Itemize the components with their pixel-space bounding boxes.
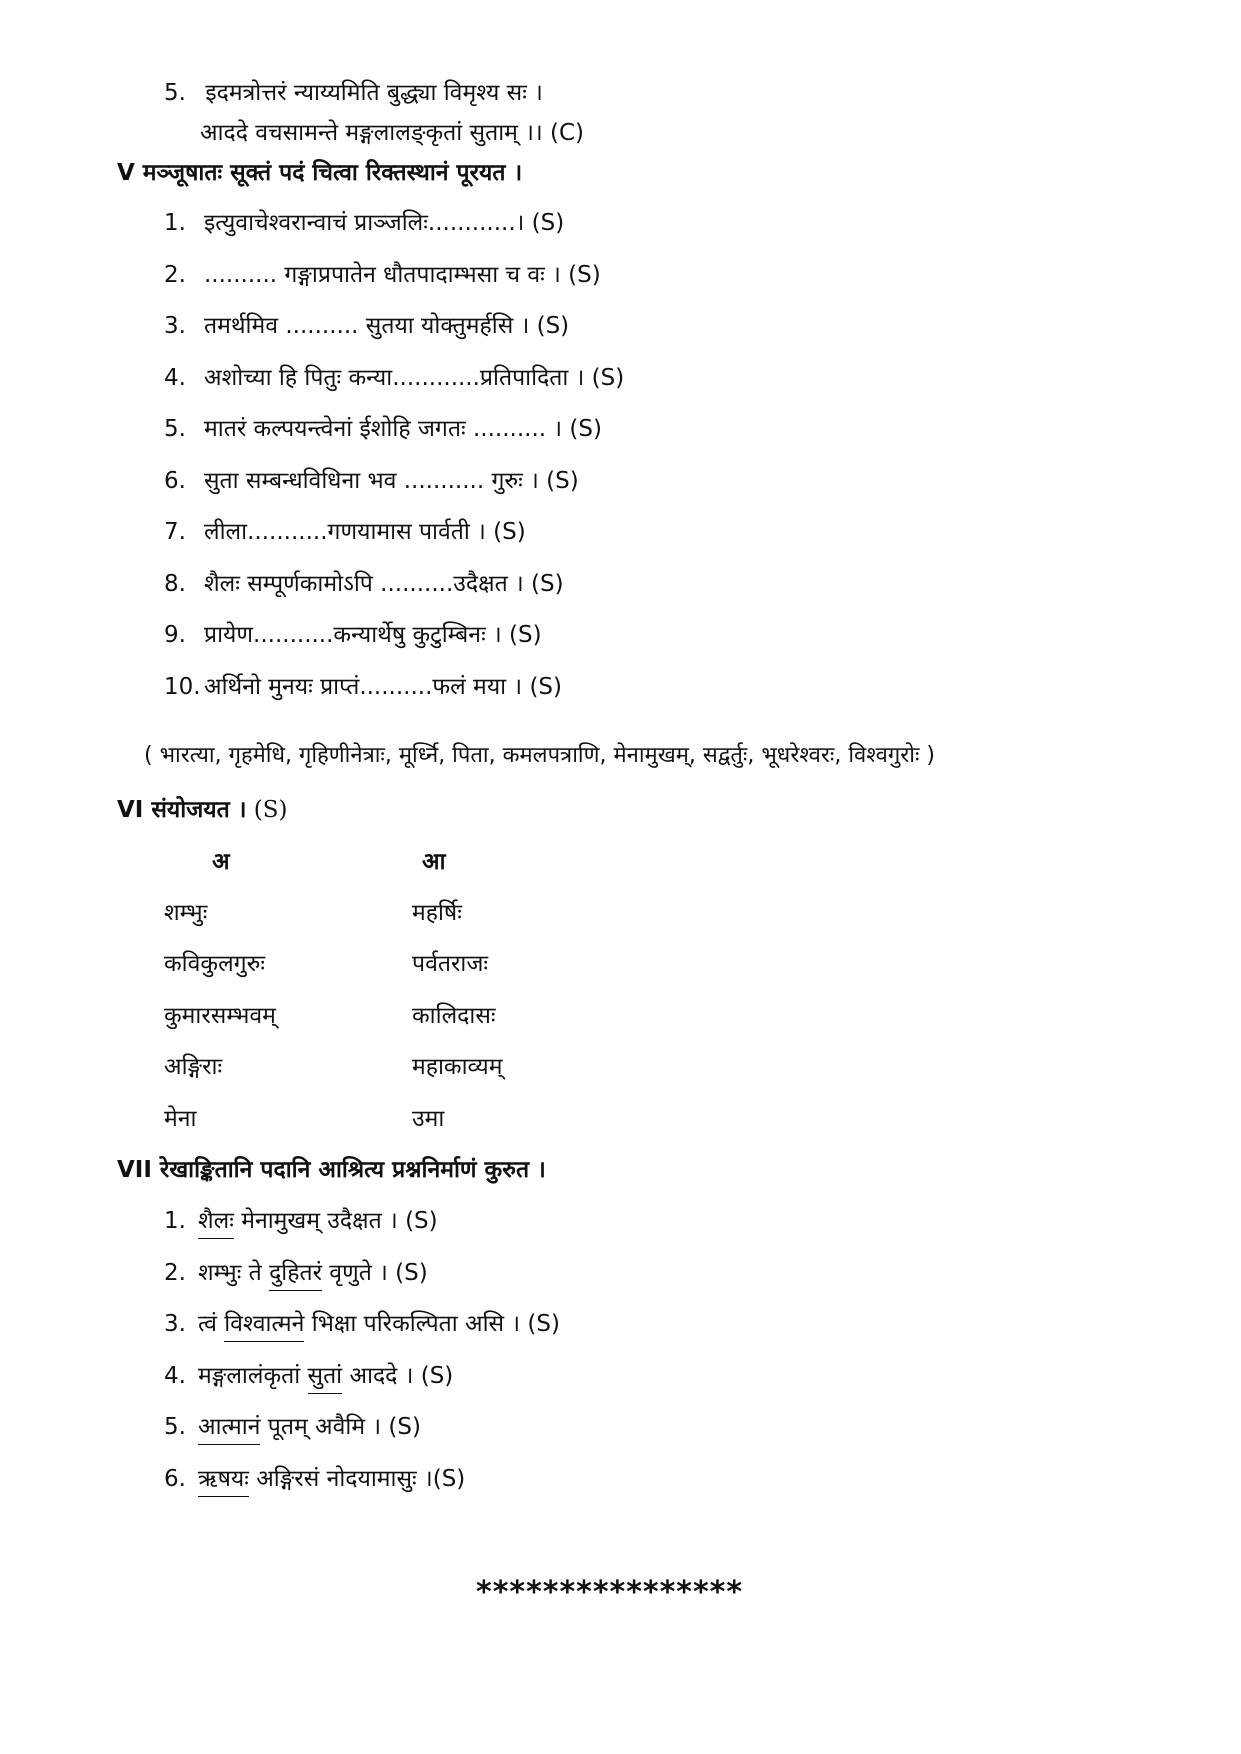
section-6-tag: (S) (253, 797, 288, 823)
match-b-1: महर्षिः (412, 900, 462, 926)
item-number: 2. (164, 262, 186, 288)
item-number: 6. (164, 468, 186, 494)
fill-item-9 (164, 620, 542, 650)
column-a-header: अ (212, 849, 230, 875)
fill-item-4 (164, 363, 624, 393)
item-text: तमर्थमिव .......... सुतया योक्तुमर्हसि । (S) (204, 313, 570, 339)
item-text-post: अङ्गिरसं नोदयामासुः ।(S) (248, 1466, 466, 1492)
item-text-post: भिक्षा परिकल्पिता असि । (S) (304, 1311, 560, 1337)
question-item-3 (164, 1309, 560, 1339)
match-a-3: कुमारसम्भवम् (164, 1003, 276, 1029)
underlined-word: सुतां (308, 1363, 343, 1394)
top-item-5 (164, 78, 543, 108)
section-5-heading: V मञ्जूषातः सूक्तं पदं चित्वा रिक्तस्थानं पूरयत । (117, 160, 523, 186)
item-text: लीला...........गणयामास पार्वती । (S) (204, 519, 526, 545)
item-text: प्रायेण...........कन्यार्थेषु कुटुम्बिनः । (S) (204, 622, 542, 648)
fill-item-6 (164, 466, 579, 496)
item-number: 4. (164, 1363, 186, 1389)
underlined-word: विश्वात्मने (224, 1311, 304, 1342)
item-number: 10. (164, 674, 201, 700)
item-number: 3. (164, 1311, 186, 1337)
item-text: इत्युवाचेश्वरान्वाचं प्राञ्जलिः............। (S) (204, 210, 565, 236)
item-text: .......... गङ्गाप्रपातेन धौतपादाम्भसा च वः । (S) (204, 262, 601, 288)
item-text-post: पूतम् अवैमि । (S) (260, 1414, 421, 1440)
top-item-5-cont (200, 118, 584, 148)
underlined-word: ऋषयः (198, 1466, 249, 1497)
item-number: 5. (164, 416, 186, 442)
match-a-4: अङ्गिराः (164, 1054, 223, 1080)
item-number: 5. (164, 80, 186, 106)
question-item-1 (164, 1206, 438, 1236)
item-number: 6. (164, 1466, 186, 1492)
item-text-post: मेनामुखम् उदैक्षत । (S) (233, 1208, 438, 1234)
fill-item-1 (164, 208, 564, 238)
item-text: मातरं कल्पयन्त्वेनां ईशोहि जगतः .......... । (S) (204, 416, 602, 442)
item-text: आददे वचसामन्ते मङ्गलालङ्कृतां सुताम् ।। (C) (200, 120, 584, 146)
match-a-5: मेना (164, 1106, 197, 1132)
match-a-2: कविकुलगुरुः (164, 951, 266, 977)
item-text-pre: त्वं (198, 1311, 225, 1337)
fill-item-7 (164, 517, 526, 547)
fill-item-10 (164, 672, 562, 702)
item-text-post: वृणुते । (S) (322, 1260, 428, 1286)
section-6-title: VI संयोजयत । (117, 797, 247, 823)
fill-item-2 (164, 260, 601, 290)
item-number: 7. (164, 519, 186, 545)
item-number: 1. (164, 1208, 186, 1234)
item-text: शैलः सम्पूर्णकामोऽपि ..........उदैक्षत । (S) (204, 571, 564, 597)
item-number: 2. (164, 1260, 186, 1286)
underlined-word: शैलः (198, 1208, 234, 1239)
item-number: 9. (164, 622, 186, 648)
question-item-5 (164, 1412, 421, 1442)
fill-item-5 (164, 414, 602, 444)
match-b-2: पर्वतराजः (412, 951, 489, 977)
match-a-1: शम्भुः (164, 900, 208, 926)
fill-item-3 (164, 311, 569, 341)
item-number: 3. (164, 313, 186, 339)
item-number: 1. (164, 210, 186, 236)
fill-item-8 (164, 569, 564, 599)
section-7-heading: VII रेखाङ्कितानि पदानि आश्रित्य प्रश्ननिर्माणं कुरुत । (117, 1157, 546, 1183)
item-text: सुता सम्बन्धविधिना भव ........... गुरुः । (S) (204, 468, 579, 494)
match-b-3: कालिदासः (412, 1003, 496, 1029)
item-text-post: आददे । (S) (342, 1363, 454, 1389)
match-b-5: उमा (412, 1106, 445, 1132)
item-number: 4. (164, 365, 186, 391)
item-number: 5. (164, 1414, 186, 1440)
section-6-heading (117, 795, 287, 825)
question-item-6 (164, 1464, 465, 1494)
item-text-pre: शम्भुः ते (198, 1260, 270, 1286)
item-text: अर्थिनो मुनयः प्राप्तं..........फलं मया । (S) (204, 674, 562, 700)
question-item-4 (164, 1361, 453, 1391)
word-box: ( भारत्या, गृहमेधि, गृहिणीनेत्राः, मूर्ध्नि, पिता, कमलपत्राणि, मेनामुखम्, सद्वर्तुः, भूधरेश्वरः, विश्वगुरोः ) (144, 743, 935, 768)
column-b-header: आ (422, 849, 446, 875)
underlined-word: आत्मानं (198, 1414, 260, 1445)
item-number: 8. (164, 571, 186, 597)
question-item-2 (164, 1258, 428, 1288)
item-text-pre: मङ्गलालंकृतां (198, 1363, 308, 1389)
match-b-4: महाकाव्यम् (412, 1054, 503, 1080)
underlined-word: दुहितरं (269, 1260, 322, 1291)
end-of-section-stars: **************** (476, 1575, 744, 1610)
item-text: इदमत्रोत्तरं न्याय्यमिति बुद्ध्या विमृश्य सः । (205, 80, 543, 106)
item-text: अशोच्या हि पितुः कन्या............प्रतिपादिता । (S) (204, 365, 625, 391)
